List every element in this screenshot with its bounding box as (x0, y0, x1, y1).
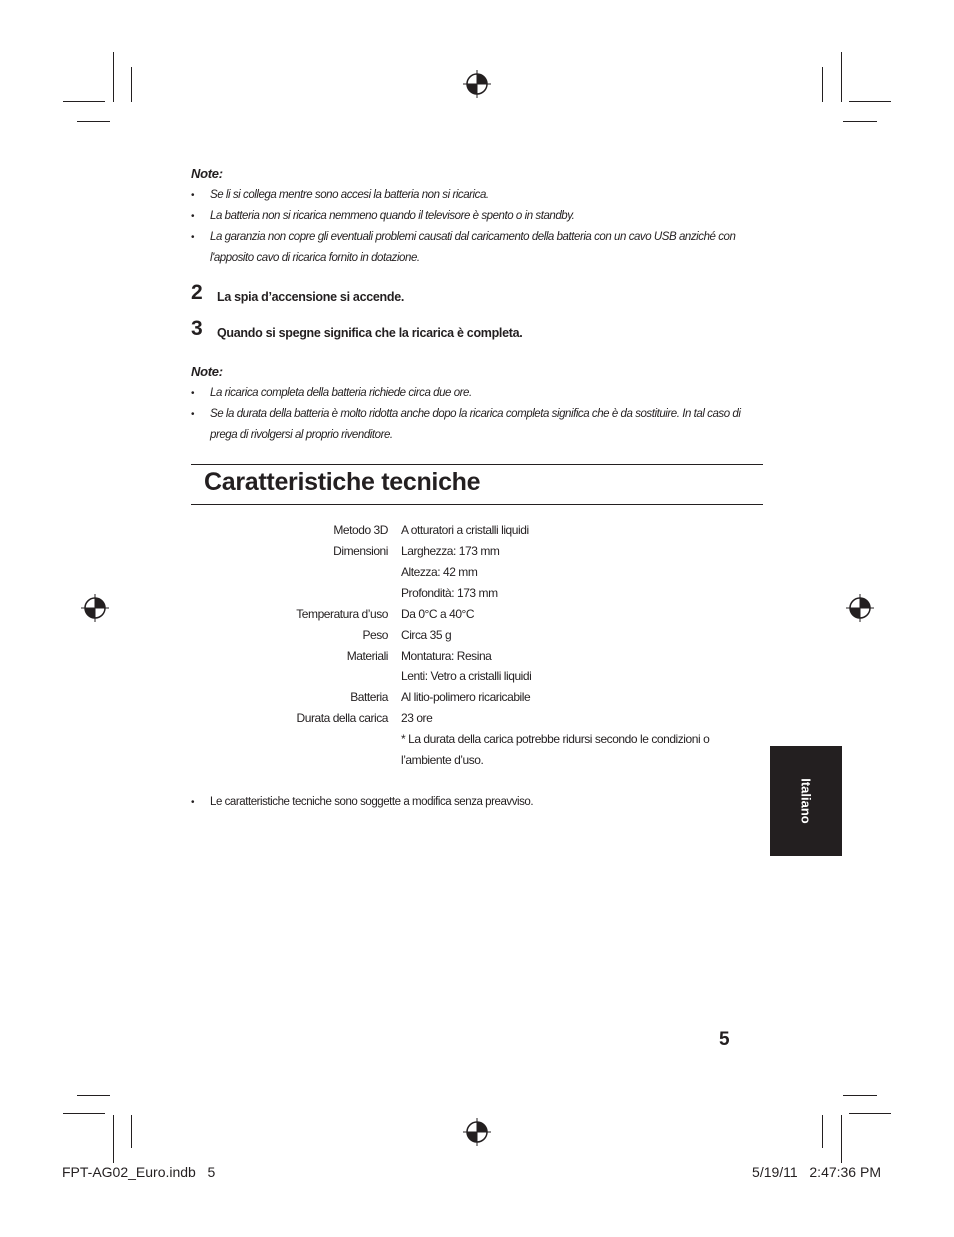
crop-mark (63, 101, 105, 102)
spec-label: Durata della carica (296, 711, 388, 725)
notes-list (191, 185, 766, 269)
registration-mark-icon (463, 1118, 491, 1146)
registration-mark-icon (463, 70, 491, 98)
section-rule-top (191, 464, 763, 465)
crop-mark (841, 52, 842, 102)
spec-value: A otturatori a cristalli liquidi (401, 523, 529, 537)
crop-mark (63, 1113, 105, 1114)
notes-list (191, 383, 766, 446)
crop-mark (841, 1115, 842, 1163)
language-tab-label: Italiano (798, 778, 814, 824)
notes-title: Note: (191, 364, 223, 379)
list-item: • Se li si collega mentre sono accesi la batteria non si ricarica. (191, 185, 766, 206)
list-item: • Le caratteristiche tecniche sono soggette a modifica senza preavviso. (191, 792, 766, 813)
step-number: 2 (191, 281, 203, 304)
registration-mark-icon (81, 594, 109, 622)
crop-mark (77, 1095, 110, 1096)
crop-mark (822, 1115, 823, 1148)
spec-value: Da 0°C a 40°C (401, 607, 475, 621)
spec-value: Lenti: Vetro a cristalli liquidi (401, 669, 532, 683)
crop-mark (113, 1115, 114, 1163)
crop-mark (843, 1095, 877, 1096)
page-number: 5 (719, 1029, 730, 1050)
crop-mark (77, 121, 110, 122)
spec-label: Temperatura d’uso (296, 607, 388, 621)
language-tab (770, 746, 842, 856)
crop-mark (131, 1115, 132, 1148)
notes-title: Note: (191, 166, 223, 181)
crop-mark (822, 67, 823, 102)
spec-label: Batteria (350, 690, 388, 704)
spec-value: Larghezza: 173 mm (401, 544, 500, 558)
bottom-note-list (191, 792, 766, 813)
slug-timestamp: 5/19/11 2:47:36 PM (752, 1164, 881, 1180)
spec-value: Montatura: Resina (401, 649, 492, 663)
spec-value: Altezza: 42 mm (401, 565, 478, 579)
spec-footnote: * La durata della carica potrebbe ridursi secondo le condizioni o l’ambiente d’uso. (401, 732, 710, 767)
slug-file: FPT-AG02_Euro.indb 5 (62, 1164, 216, 1180)
step-text: La spia d’accensione si accende. (217, 290, 405, 304)
spec-label: Peso (362, 628, 388, 642)
section-rule-bottom (191, 504, 763, 505)
crop-mark (849, 1113, 891, 1114)
section-title: Caratteristiche tecniche (204, 468, 481, 496)
crop-mark (849, 101, 891, 102)
spec-value: Circa 35 g (401, 628, 452, 642)
list-item: • La garanzia non copre gli eventuali problemi causati dal caricamento della batteria con un cavo USB anziché con l'apposito cavo di ricarica fornito in dotazione. (191, 227, 766, 269)
spec-value: Al litio-polimero ricaricabile (401, 690, 531, 704)
spec-label: Materiali (346, 649, 388, 663)
crop-mark (843, 121, 877, 122)
registration-mark-icon (846, 594, 874, 622)
spec-value: 23 ore (401, 711, 433, 725)
list-item: • Se la durata della batteria è molto ridotta anche dopo la ricarica completa significa che è da sostituire. In tal caso di prega di rivolgersi al proprio rivenditore. (191, 404, 766, 446)
crop-mark (131, 67, 132, 102)
spec-value: Profondità: 173 mm (401, 586, 498, 600)
step-number: 3 (191, 317, 203, 340)
crop-mark (113, 52, 114, 102)
spec-label: Metodo 3D (333, 523, 388, 537)
list-item: • La ricarica completa della batteria richiede circa due ore. (191, 383, 766, 404)
spec-label: Dimensioni (333, 544, 388, 558)
list-item: • La batteria non si ricarica nemmeno quando il televisore è spento o in standby. (191, 206, 766, 227)
step-text: Quando si spegne significa che la ricarica è completa. (217, 326, 523, 340)
